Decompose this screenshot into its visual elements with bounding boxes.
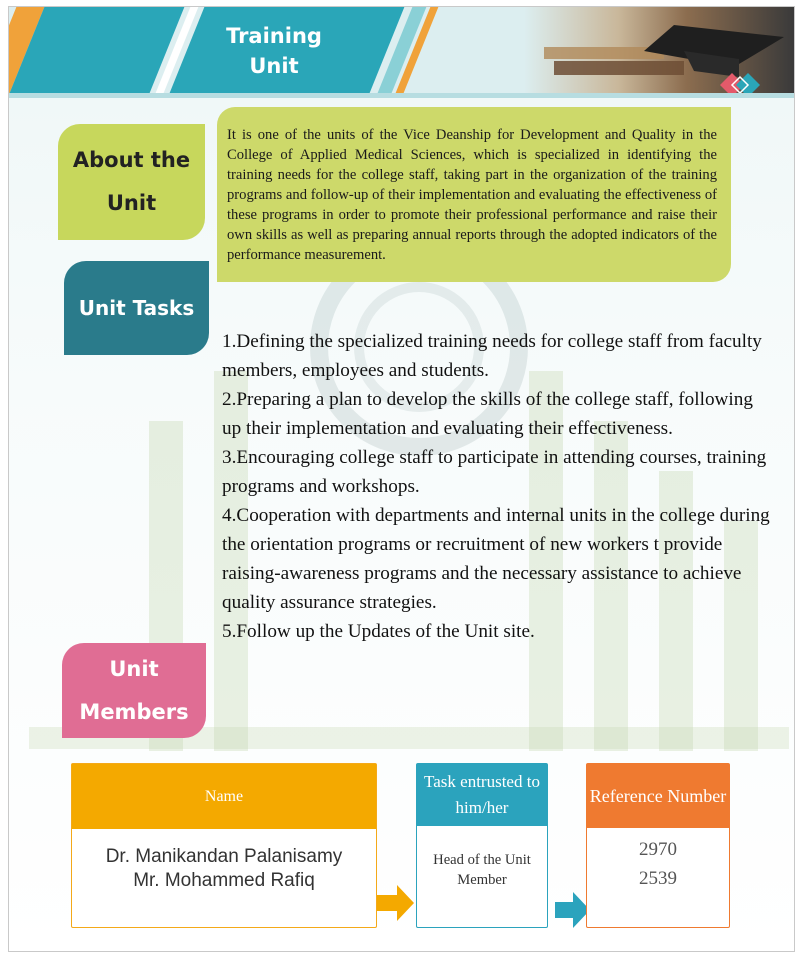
task-item: 2.Preparing a plan to develop the skills of the college staff, following up their implementation and evaluating their effectiveness. <box>222 389 753 439</box>
page <box>8 6 795 952</box>
about-unit-text: It is one of the units of the Vice Deanship for Development and Quality in the College of Applied Medical Sciences, which is specialized in identifying the training needs for the college staff, taking part in the organization of the training programs and follow-up of their implementation and evaluating the effectiveness of these programs in order to promote their professional performance and raise their own skills as well as preparing annual reports through the adopted indicators of the performance measurement. <box>217 107 731 282</box>
member-name: Dr. Manikandan Palanisamy <box>105 846 343 867</box>
about-unit-label: About the Unit <box>58 124 205 240</box>
task-column <box>416 763 548 928</box>
reference-number: 2539 <box>639 868 677 889</box>
name-header: Name <box>72 764 376 829</box>
task-item: 3.Encouraging college staff to participate in attending courses, training programs and workshops. <box>222 447 767 497</box>
header-banner <box>9 7 794 93</box>
reference-number: 2970 <box>639 839 677 860</box>
reference-header: Reference Number <box>587 764 729 828</box>
task-item: 4.Cooperation with departments and internal units in the college during the orientation programs or recruitment of new workers t provide raising-awareness programs and the necessary assistance to achieve quality assurance strategies. <box>222 505 770 613</box>
task-item: 1.Defining the specialized training needs for college staff from faculty members, employees and students. <box>222 331 762 381</box>
orange-arrow-icon <box>377 883 415 923</box>
reference-column <box>586 763 730 928</box>
task-header: Task entrusted to him/her <box>417 764 547 826</box>
name-column <box>71 763 377 928</box>
diamond-ornament-icon <box>714 71 774 93</box>
member-task: Member <box>457 872 507 888</box>
task-item: 5.Follow up the Updates of the Unit site. <box>222 621 535 642</box>
unit-tasks-list <box>222 327 772 646</box>
unit-tasks-label: Unit Tasks <box>64 261 209 355</box>
unit-members-label: Unit Members <box>62 643 206 738</box>
member-name: Mr. Mohammed Rafiq <box>133 870 315 891</box>
header-divider <box>9 93 794 98</box>
member-task: Head of the Unit <box>433 852 531 868</box>
page-title: Training Unit <box>226 24 322 78</box>
